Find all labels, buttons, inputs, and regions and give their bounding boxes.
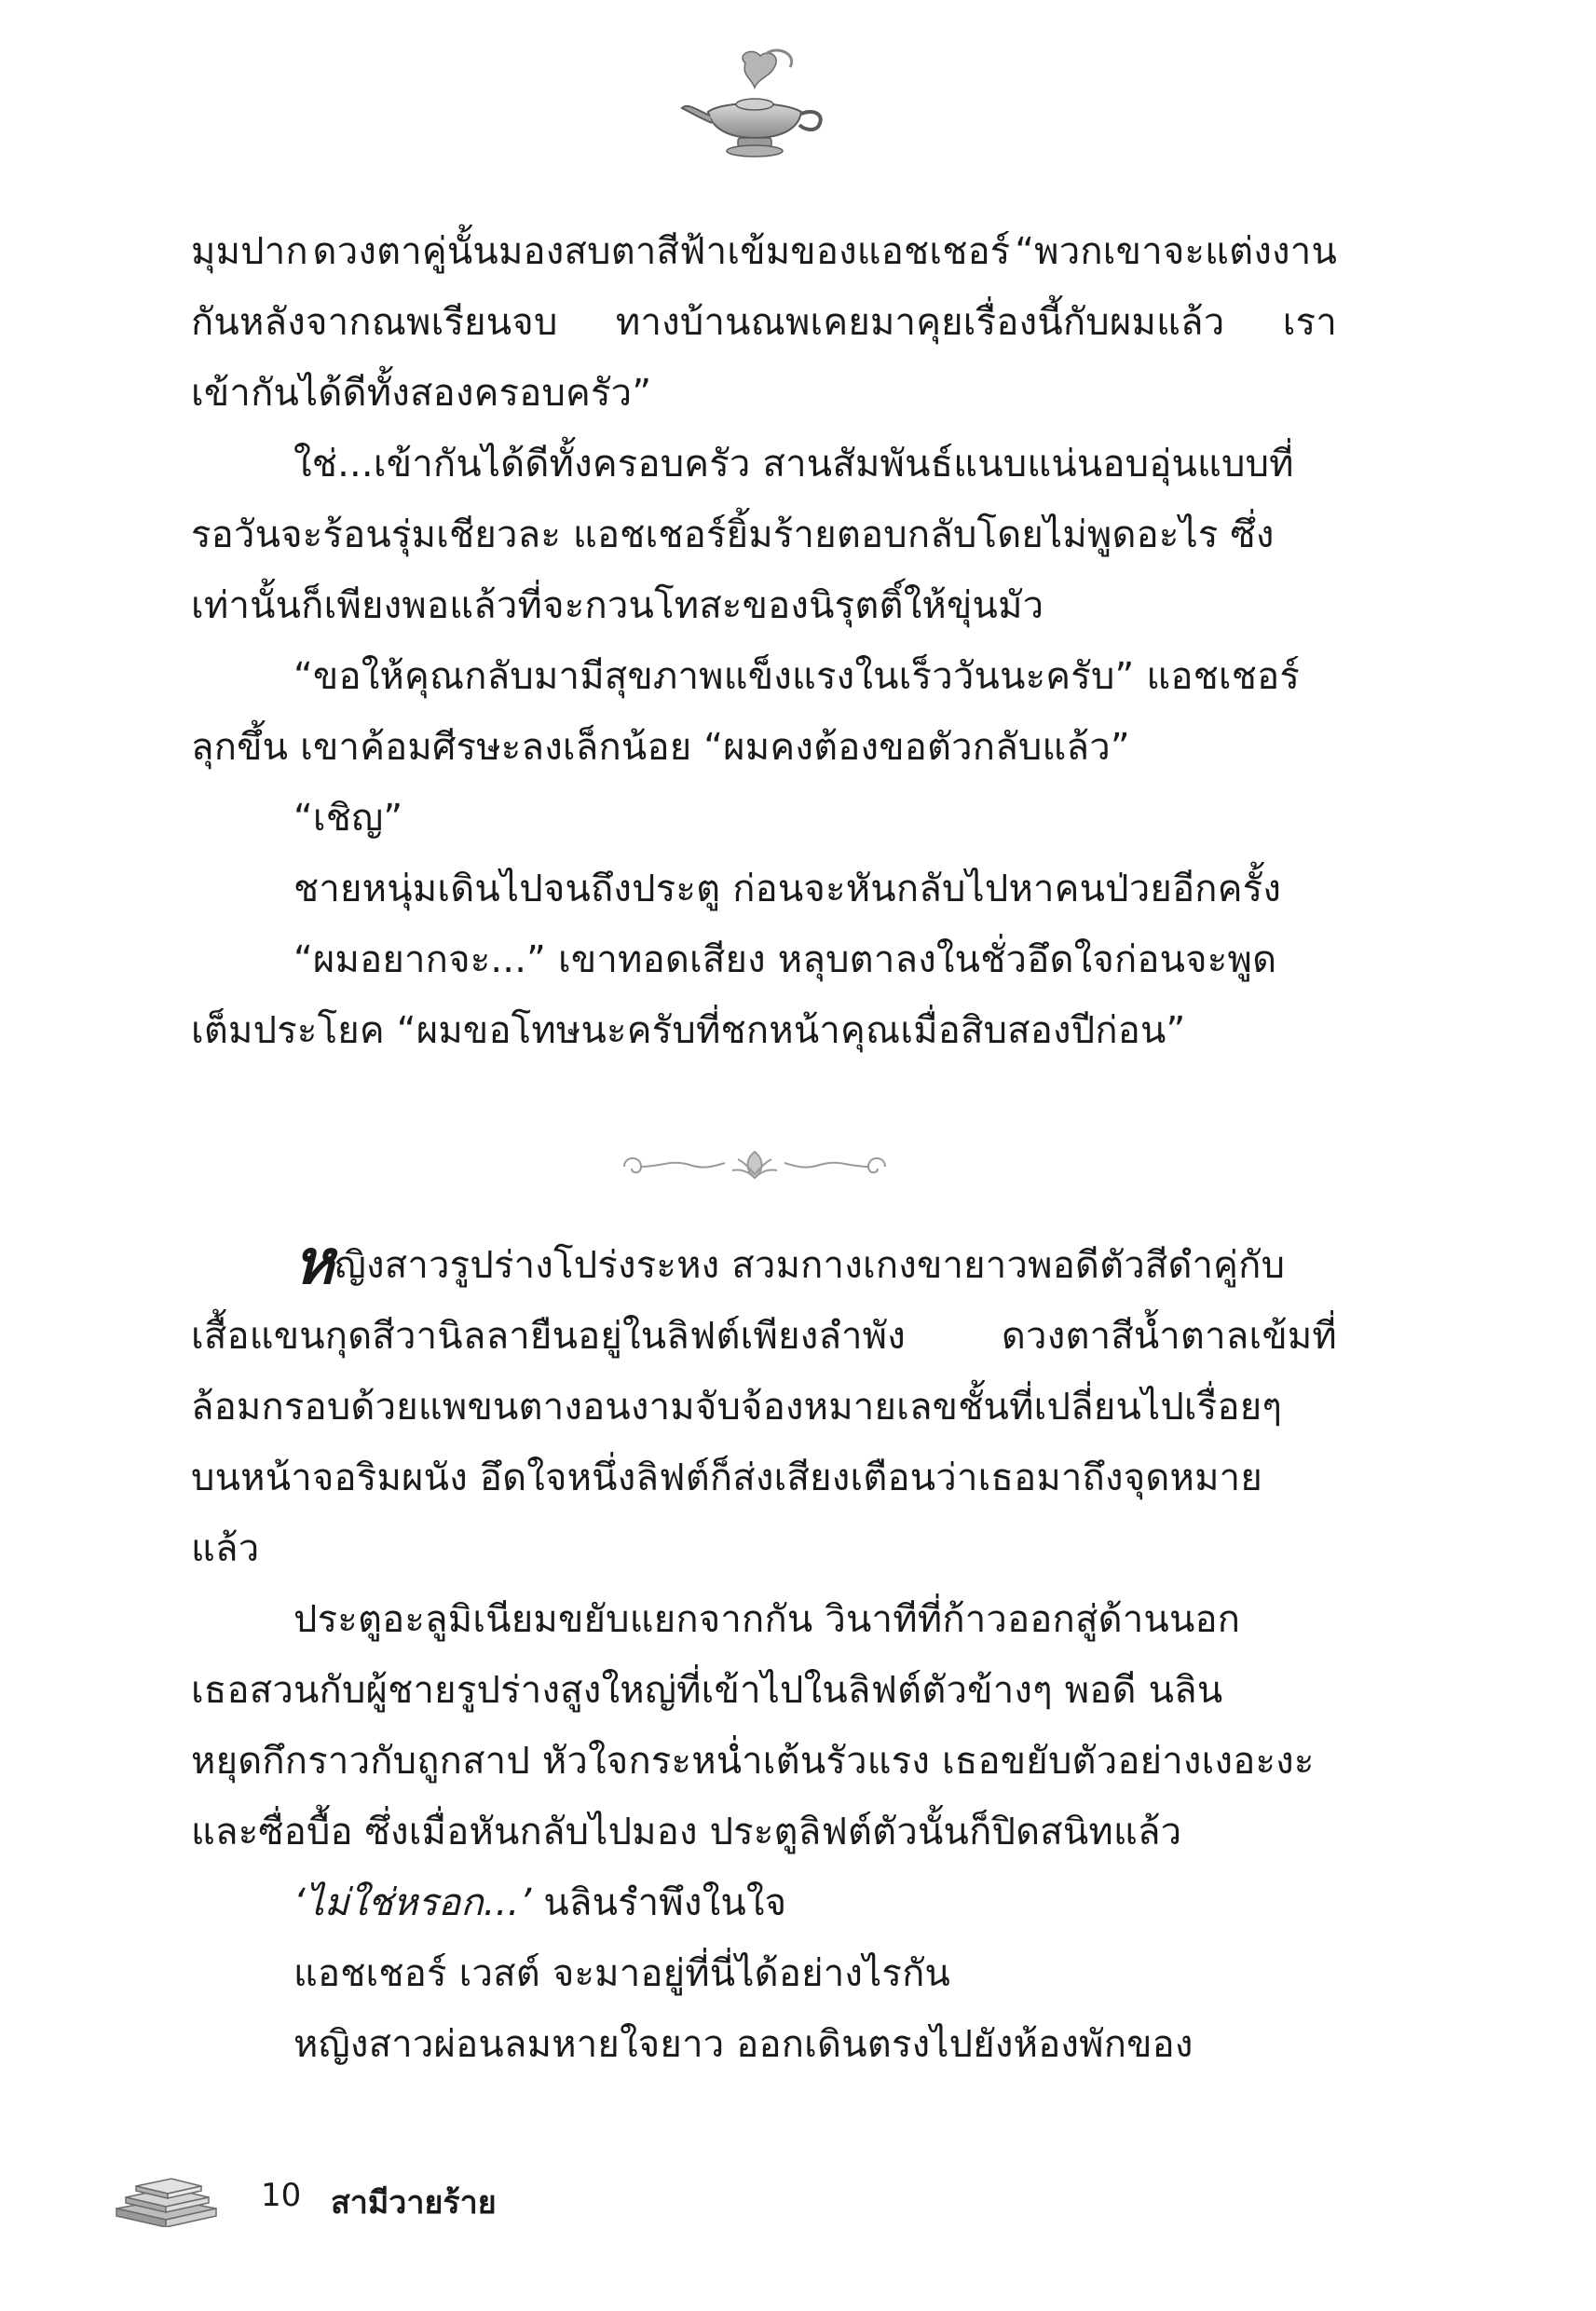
text-span: นลินรำพึงในใจ — [531, 1881, 787, 1924]
text-line — [191, 216, 1337, 287]
word: เรา — [1282, 301, 1337, 344]
text-line: เท่านั้นก็เพียงพอแล้วที่จะกวนโทสะของนิรุตติ์ให้ขุ่นมัว — [191, 584, 1044, 627]
page-number: 10 — [261, 2177, 302, 2214]
text-line: ชายหนุ่มเดินไปจนถึงประตู ก่อนจะหันกลับไปหาคนป่วยอีกครั้ง — [293, 868, 1282, 910]
genie-lamp-icon — [680, 47, 829, 168]
book-stack-icon — [112, 2171, 219, 2227]
text-line: ล้อมกรอบด้วยแพขนตางอนงามจับจ้องหมายเลขชั้นที่เปลี่ยนไปเรื่อยๆ — [191, 1386, 1283, 1429]
word: ทางบ้านณพเคยมาคุยเรื่องนี้กับผมแล้ว — [615, 301, 1225, 344]
text-line — [191, 1867, 1337, 1938]
text-line — [191, 1225, 1337, 1301]
text-line: แอชเชอร์ เวสต์ จะมาอยู่ที่นี่ได้อย่างไรกัน — [293, 1952, 951, 1995]
word: ดวงตาคู่นั้นมองสบตาสีฟ้าเข้มของแอชเชอร์ — [312, 230, 1011, 273]
text-line: “ขอให้คุณกลับมามีสุขภาพแข็งแรงในเร็ววันนะครับ” แอชเชอร์ — [293, 655, 1301, 698]
word: เสื้อแขนกุดสีวานิลลายืนอยู่ในลิฟต์เพียงลำพัง — [191, 1315, 906, 1358]
text-line — [191, 1301, 1337, 1372]
text-line: เต็มประโยค “ผมขอโทษนะครับที่ชกหน้าคุณเมื่อสิบสองปีก่อน” — [191, 1009, 1186, 1052]
text-line: เข้ากันได้ดีทั้งสองครอบครัว” — [191, 372, 652, 415]
italic-thought: ‘ไม่ใช่หรอก...’ — [293, 1881, 532, 1924]
section-1-text — [191, 216, 1337, 1066]
text-line: และซื่อบื้อ ซึ่งเมื่อหันกลับไปมอง ประตูลิฟต์ตัวนั้นก็ปิดสนิทแล้ว — [191, 1811, 1182, 1853]
text-line: ใช่...เข้ากันได้ดีทั้งครอบครัว สานสัมพันธ์แนบแน่นอบอุ่นแบบที่ — [293, 443, 1294, 485]
text-line: รอวันจะร้อนรุ่มเชียวละ แอชเชอร์ยิ้มร้ายตอบกลับโดยไม่พูดอะไร ซึ่ง — [191, 513, 1275, 556]
text-line: เธอสวนกับผู้ชายรูปร่างสูงใหญ่ที่เข้าไปในลิฟต์ตัวข้างๆ พอดี นลิน — [191, 1669, 1223, 1712]
text-line: ประตูอะลูมิเนียมขยับแยกจากกัน วินาทีที่ก้าวออกสู่ด้านนอก — [293, 1598, 1241, 1641]
word: กันหลังจากณพเรียนจบ — [191, 301, 558, 344]
text-line: ลุกขึ้น เขาค้อมศีรษะลงเล็กน้อย “ผมคงต้องขอตัวกลับแล้ว” — [191, 726, 1130, 769]
section-2-text — [191, 1225, 1337, 2080]
text-line: หญิงสาวผ่อนลมหายใจยาว ออกเดินตรงไปยังห้องพักของ — [293, 2023, 1194, 2066]
drop-cap: ห — [293, 1225, 334, 1298]
first-line-text: ญิงสาวรูปร่างโปร่งระหง สวมกางเกงขายาวพอดีตัวสีดำคู่กับ — [334, 1244, 1286, 1287]
scroll-divider-ornament — [615, 1146, 894, 1183]
word: มุมปาก — [191, 230, 308, 273]
word: “พวกเขาจะแต่งงาน — [1015, 230, 1337, 273]
text-line: “เชิญ” — [293, 797, 403, 840]
book-title: สามีวายร้าย — [331, 2184, 497, 2222]
text-line — [191, 287, 1337, 358]
text-line: “ผมอยากจะ...” เขาทอดเสียง หลุบตาลงในชั่วอึดใจก่อนจะพูด — [293, 938, 1277, 981]
text-line: หยุดกึกราวกับถูกสาป หัวใจกระหน่ำเต้นรัวแรง เธอขยับตัวอย่างเงอะงะ — [191, 1740, 1315, 1783]
page-footer — [112, 2171, 764, 2236]
word: ดวงตาสีน้ำตาลเข้มที่ — [1001, 1315, 1337, 1358]
text-line: แล้ว — [191, 1527, 260, 1570]
text-line: บนหน้าจอริมผนัง อึดใจหนึ่งลิฟต์ก็ส่งเสียงเตือนว่าเธอมาถึงจุดหมาย — [191, 1456, 1262, 1499]
